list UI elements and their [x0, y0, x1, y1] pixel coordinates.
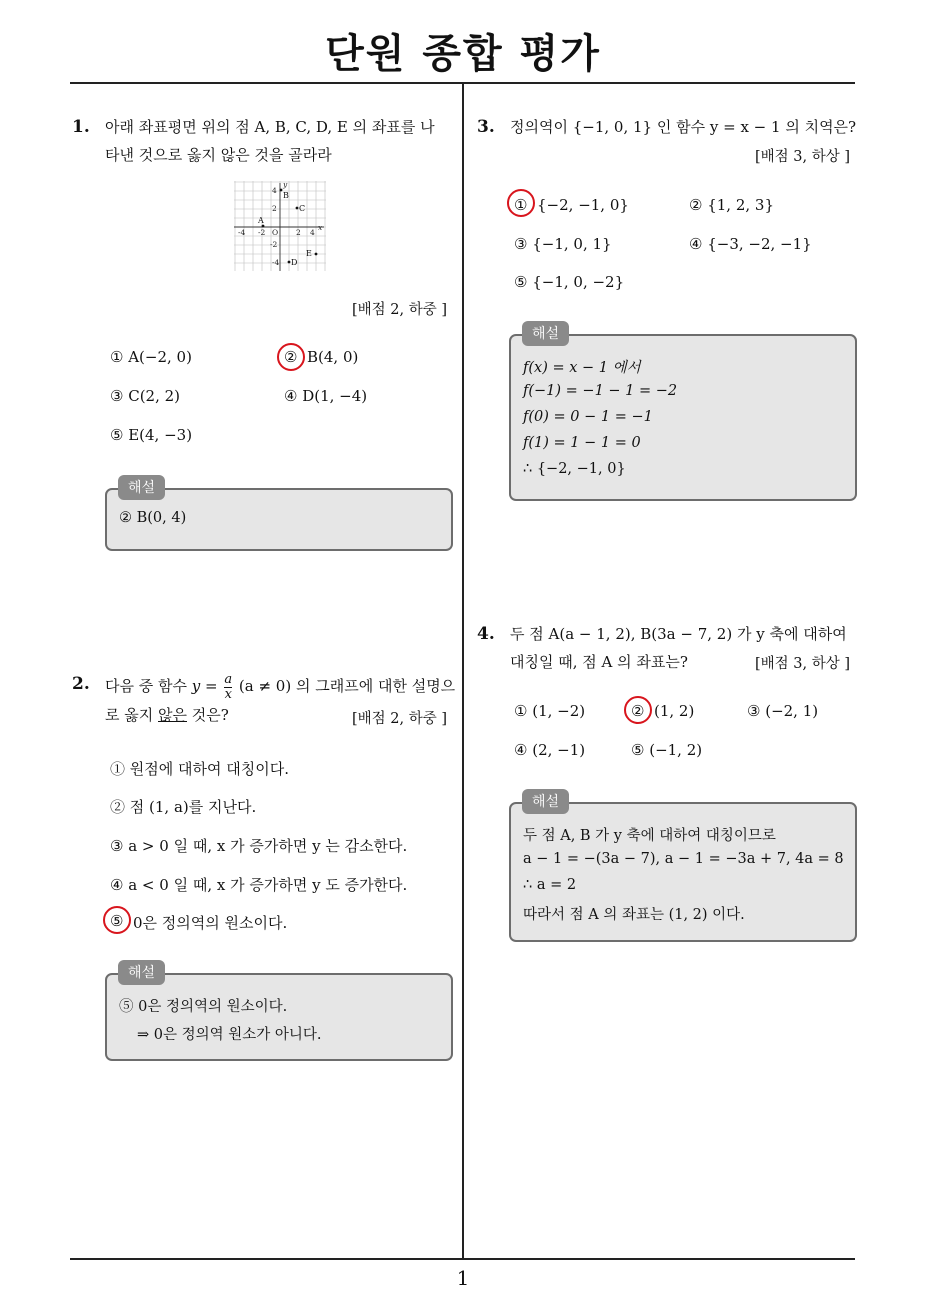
solution-line: ⇒ 0은 정의역 원소가 아니다.	[137, 1027, 322, 1043]
tick-label: 2	[272, 204, 277, 213]
option-2[interactable]: ② 점 (1, a)를 지난다.	[110, 798, 257, 816]
option-5[interactable]: ⑤ E(4, −3)	[110, 426, 193, 444]
tick-label: 4	[310, 228, 315, 237]
fraction-denominator: x	[224, 686, 232, 702]
option-2-marker[interactable]: ②	[631, 702, 645, 720]
point-e	[315, 253, 318, 256]
fraction	[224, 673, 232, 702]
underlined-text: 않은	[158, 706, 187, 724]
option-1[interactable]: {−2, −1, 0}	[537, 196, 629, 214]
question-text-line	[105, 671, 455, 702]
option-2[interactable]: ② {1, 2, 3}	[689, 196, 775, 214]
tick-label: 4	[272, 186, 277, 195]
point-d	[288, 261, 291, 264]
question-text-line: 대칭일 때, 점 A 의 좌표는?	[510, 653, 688, 671]
tick-label: -4	[272, 258, 280, 267]
option-4[interactable]: ④ a < 0 일 때, x 가 증가하면 y 도 증가한다.	[110, 876, 408, 894]
option-1[interactable]: ① A(−2, 0)	[110, 348, 192, 366]
solution-line: ② B(0, 4)	[119, 510, 187, 526]
question-text-line: 정의역이 {−1, 0, 1} 인 함수 y = x − 1 의 치역은?	[510, 118, 857, 136]
origin-label: O	[272, 228, 279, 237]
option-5-marker[interactable]: ⑤	[110, 912, 124, 930]
question-number: 4.	[477, 624, 495, 644]
page-title: 단원 종합 평가	[325, 31, 601, 77]
question-text-line: 아래 좌표평면 위의 점 A, B, C, D, E 의 좌표를 나	[105, 118, 435, 136]
point-label: E	[306, 249, 312, 258]
point-a	[262, 225, 265, 228]
option-1[interactable]: ① (1, −2)	[514, 702, 586, 720]
question-number: 3.	[477, 117, 495, 137]
solution-line: a − 1 = −(3a − 7), a − 1 = −3a + 7, 4a = 8	[523, 851, 844, 867]
solution-line: ⑤ 0은 정의역의 원소이다.	[119, 999, 288, 1015]
option-4[interactable]: ④ {−3, −2, −1}	[689, 235, 812, 253]
solution-line: f(0) = 0 − 1 = −1	[523, 409, 653, 425]
option-5[interactable]: 0은 정의역의 원소이다.	[133, 914, 288, 932]
score-label: [배점 3, 하상 ]	[755, 149, 851, 165]
option-3[interactable]: ③ (−2, 1)	[747, 702, 819, 720]
question-text-line	[105, 700, 229, 731]
solution-tag: 해설	[118, 960, 165, 985]
option-1-marker[interactable]: ①	[514, 196, 528, 214]
bottom-rule	[70, 1258, 855, 1260]
question-text: 로 옳지	[105, 706, 159, 724]
point-label: D	[291, 258, 298, 267]
selected-answer-circle	[277, 343, 305, 371]
question-text: (a ≠ 0) 의 그래프에 대한 설명으	[238, 677, 456, 695]
option-5[interactable]: ⑤ {−1, 0, −2}	[514, 273, 625, 291]
selected-answer-circle	[103, 906, 131, 934]
score-label: [배점 3, 하상 ]	[755, 656, 851, 672]
solution-line: ∴ {−2, −1, 0}	[523, 461, 626, 477]
question-text: 것은?	[187, 706, 229, 724]
option-2-marker[interactable]: ②	[284, 348, 298, 366]
solution-line: ∴ a = 2	[523, 877, 577, 893]
score-label: [배점 2, 하중 ]	[352, 302, 448, 318]
coordinate-graph	[234, 181, 326, 271]
option-1[interactable]: ① 원점에 대하여 대칭이다.	[110, 760, 289, 778]
point-label: C	[299, 204, 306, 213]
solution-tag: 해설	[522, 321, 569, 346]
question-number: 1.	[72, 117, 90, 137]
option-3[interactable]: ③ a > 0 일 때, x 가 증가하면 y 는 감소한다.	[110, 837, 408, 855]
y-axis-label: y	[283, 181, 288, 189]
option-2[interactable]: B(4, 0)	[307, 348, 359, 366]
question-text-line: 두 점 A(a − 1, 2), B(3a − 7, 2) 가 y 축에 대하여	[510, 625, 847, 643]
solution-box	[509, 334, 857, 501]
solution-tag: 해설	[522, 789, 569, 814]
question-text: 다음 중 함수	[105, 677, 192, 695]
option-2[interactable]: (1, 2)	[654, 702, 695, 720]
option-4[interactable]: ④ D(1, −4)	[284, 387, 368, 405]
question-text-line: 타낸 것으로 옳지 않은 것을 골라라	[105, 146, 332, 164]
fraction-numerator: a	[224, 671, 233, 687]
point-label: B	[283, 191, 289, 200]
solution-box	[509, 802, 857, 942]
solution-line: 두 점 A, B 가 y 축에 대하여 대칭이므로	[523, 828, 776, 844]
point-c	[296, 207, 299, 210]
option-3[interactable]: ③ C(2, 2)	[110, 387, 181, 405]
point-label: A	[258, 216, 264, 225]
x-axis-label: x	[318, 223, 323, 232]
selected-answer-circle	[507, 189, 535, 217]
solution-box	[105, 973, 453, 1061]
option-4[interactable]: ④ (2, −1)	[514, 741, 586, 759]
page-number: 1	[456, 1266, 470, 1290]
tick-label: 2	[296, 228, 301, 237]
tick-label: -2	[270, 240, 278, 249]
function-label: y =	[191, 677, 218, 695]
tick-label: -4	[238, 228, 246, 237]
point-b	[280, 189, 283, 192]
score-label: [배점 2, 하중 ]	[352, 711, 448, 727]
question-number: 2.	[72, 674, 90, 694]
solution-line: f(−1) = −1 − 1 = −2	[523, 383, 678, 399]
option-3[interactable]: ③ {−1, 0, 1}	[514, 235, 612, 253]
tick-label: -2	[258, 228, 266, 237]
solution-line: 따라서 점 A 의 좌표는 (1, 2) 이다.	[523, 907, 745, 923]
selected-answer-circle	[624, 696, 652, 724]
solution-tag: 해설	[118, 475, 165, 500]
column-divider	[462, 83, 464, 1258]
solution-line: f(1) = 1 − 1 = 0	[523, 435, 641, 451]
option-5[interactable]: ⑤ (−1, 2)	[631, 741, 703, 759]
solution-line: f(x) = x − 1 에서	[523, 360, 641, 376]
